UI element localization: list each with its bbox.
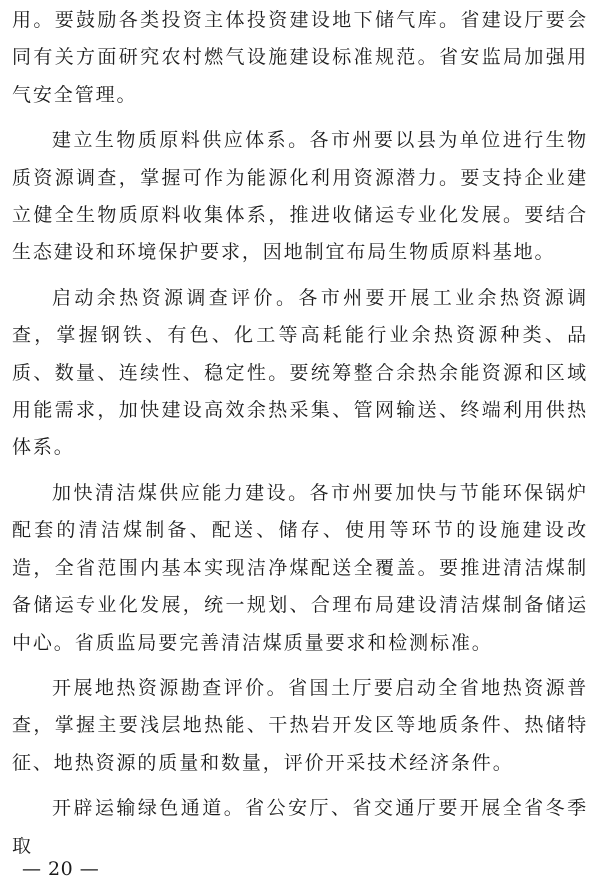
paragraph-geothermal-survey: 开展地热资源勘查评价。省国土厅要启动全省地热资源普查，掌握主要浅层地热能、干热岩开发区等地质条件、热储特征、地热资源的质量和数量，评价开采技术经济条件。 — [12, 676, 588, 774]
page-number: — 20 — — [22, 858, 100, 880]
body-text — [12, 2, 588, 865]
paragraph-biomass-supply: 建立生物质原料供应体系。各市州要以县为单位进行生物质资源调查，掌握可作为能源化利用资源潜力。要支持企业建立健全生物质原料收集体系，推进收储运专业化发展。要结合生态建设和环境保护要求，因地制宜布局生物质原料基地。 — [12, 129, 588, 264]
paragraph-green-channel: 开辟运输绿色通道。省公安厅、省交通厅要开展全省冬季取 — [12, 797, 588, 857]
paragraph-waste-heat-survey: 启动余热资源调查评价。各市州要开展工业余热资源调查，掌握钢铁、有色、化工等高耗能行业余热资源种类、品质、数量、连续性、稳定性。要统筹整合余热余能资源和区域用能需求，加快建设高效余热采集、管网输送、终端利用供热体系。 — [12, 286, 588, 459]
paragraph-clean-coal-supply: 加快清洁煤供应能力建设。各市州要加快与节能环保锅炉配套的清洁煤制备、配送、储存、使用等环节的设施建设改造，全省范围内基本实现洁净煤配送全覆盖。要推进清洁煤制备储运专业化发展，统一规划、合理布局建设清洁煤制备储运中心。省质监局要完善清洁煤质量要求和检测标准。 — [12, 481, 588, 654]
paragraph-continuation: 用。要鼓励各类投资主体投资建设地下储气库。省建设厅要会同有关方面研究农村燃气设施建设标准规范。省安监局加强用气安全管理。 — [12, 9, 588, 106]
